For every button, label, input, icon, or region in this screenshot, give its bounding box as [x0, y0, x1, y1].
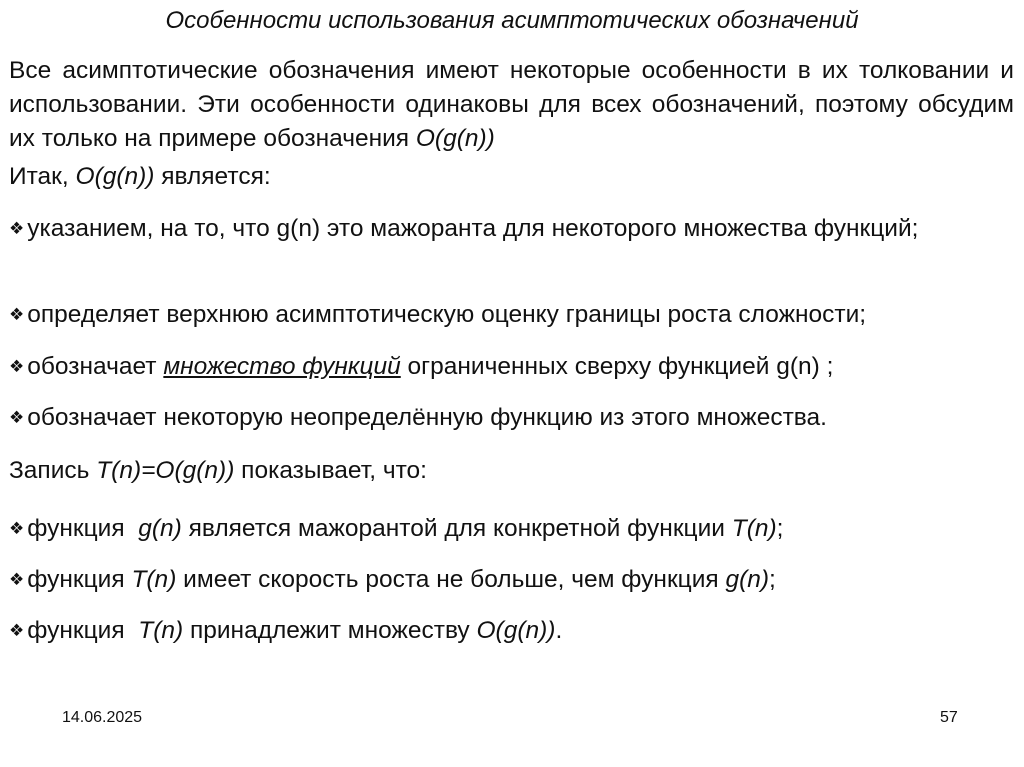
footer-date: 14.06.2025 [62, 709, 143, 726]
zapis-line [9, 454, 1014, 488]
bullet-item [9, 298, 1014, 332]
bullet-text: указанием, на то, что g(n) это мажоранта для некоторого множества функций; [27, 215, 919, 242]
bullet-notation: T(n) [731, 515, 777, 542]
diamond-bullet-icon: ❖ [9, 408, 25, 428]
zapis-prefix: Запись [9, 457, 97, 484]
diamond-bullet-icon: ❖ [9, 305, 25, 325]
bullet-notation: g(n) [725, 566, 770, 593]
bullet-text: имеет скорость роста не больше, чем функция [176, 566, 726, 593]
bullet-text: определяет верхнюю асимптотическую оценку границы роста сложности; [27, 301, 867, 328]
bullet-item [9, 212, 1014, 246]
bullet-text: является мажорантой для конкретной функции [181, 515, 732, 542]
bullet-text-pre: обозначает [27, 353, 164, 380]
diamond-bullet-icon: ❖ [9, 219, 25, 239]
bullet-item [9, 401, 1014, 435]
diamond-bullet-icon: ❖ [9, 570, 25, 590]
page-number: 57 [940, 709, 958, 726]
itak-prefix: Итак, [9, 163, 76, 190]
bullet-notation: g(n) [138, 515, 182, 542]
diamond-bullet-icon: ❖ [9, 519, 25, 539]
bullet-notation: T(n) [138, 617, 184, 644]
bullet-text: обозначает некоторую неопределённую функцию из этого множества. [27, 404, 827, 431]
bullet-text: функция [27, 515, 139, 542]
zapis-suffix: показывает, что: [234, 457, 427, 484]
bullet-notation: T(n) [131, 566, 177, 593]
diamond-bullet-icon: ❖ [9, 357, 25, 377]
bullet-item [9, 563, 1014, 597]
underlined-term: множество функций [163, 353, 401, 380]
bullet-item [9, 614, 1014, 648]
itak-suffix: является: [154, 163, 271, 190]
zapis-notation: T(n)=O(g(n)) [96, 457, 235, 484]
bullet-text: принадлежит множеству [183, 617, 477, 644]
diamond-bullet-icon: ❖ [9, 621, 25, 641]
intro-text: Все асимптотические обозначения имеют некоторые особенности в их толковании и использовании. Эти особенности одинаковы для всех обозначений, поэтому обсудим их только на примере обозначения [9, 57, 1014, 152]
bullet-text: ; [769, 566, 776, 593]
intro-notation: O(g(n)) [415, 125, 495, 152]
itak-notation: O(g(n)) [75, 163, 155, 190]
bullet-text: функция [27, 566, 132, 593]
bullet-text: . [555, 617, 563, 644]
bullet-item [9, 350, 1014, 384]
itak-line [9, 160, 1014, 194]
bullet-item [9, 512, 1014, 546]
bullet-text: ; [776, 515, 784, 542]
bullet-text: функция [27, 617, 139, 644]
bullet-notation: O(g(n)) [476, 617, 556, 644]
slide-title: Особенности использования асимптотических обозначений [165, 7, 859, 34]
intro-paragraph [9, 54, 1014, 156]
bullet-text-post: ограниченных сверху функцией g(n) ; [400, 353, 834, 380]
